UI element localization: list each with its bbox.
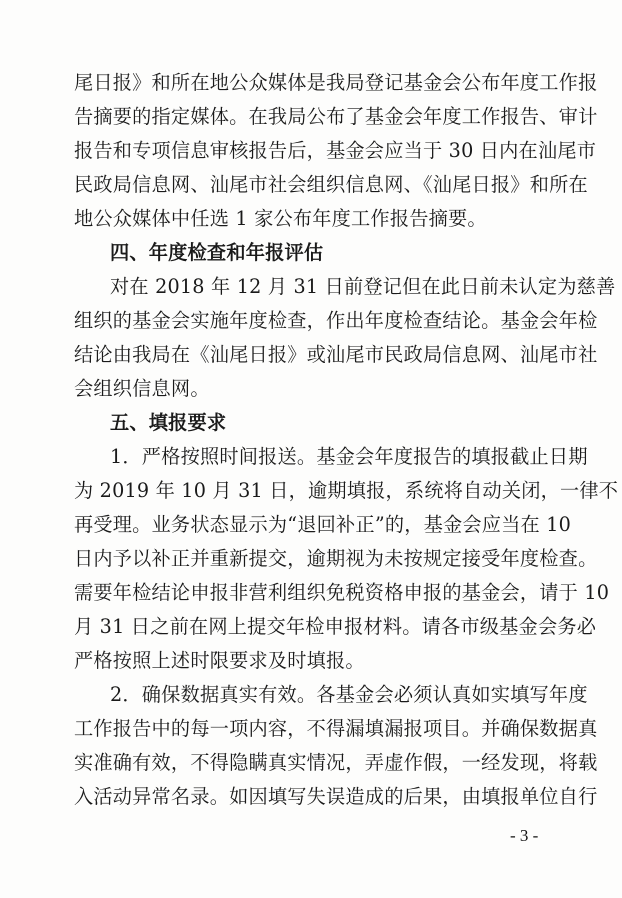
text-line: 2．确保数据真实有效。各基金会必须认真如实填写年度 (110, 683, 588, 706)
text-line: 会组织信息网。 (74, 377, 210, 400)
text-line: 报告和专项信息审核报告后，基金会应当于 30 日内在汕尾市 (74, 139, 597, 162)
text-line: 告摘要的指定媒体。在我局公布了基金会年度工作报告、审计 (74, 105, 598, 128)
text-line: 再受理。业务状态显示为“退回补正”的，基金会应当在 10 (74, 513, 572, 536)
text-line: 月 31 日之前在网上提交年检申报材料。请各市级基金会务必 (74, 615, 597, 638)
section-heading: 五、填报要求 (110, 411, 227, 434)
text-line: 为 2019 年 10 月 31 日，逾期填报，系统将自动关闭，一律不 (74, 479, 619, 502)
text-line: 结论由我局在《汕尾日报》或汕尾市民政局信息网、汕尾市社 (74, 343, 598, 366)
text-line: 实准确有效，不得隐瞒真实情况，弄虚作假，一经发现，将载 (74, 751, 598, 774)
text-line: 组织的基金会实施年度检查，作出年度检查结论。基金会年检 (74, 309, 598, 332)
text-line: 尾日报》和所在地公众媒体是我局登记基金会公布年度工作报 (74, 71, 598, 94)
text-line: 日内予以补正并重新提交，逾期视为未按规定接受年度检查。 (74, 547, 598, 570)
text-line: 需要年检结论申报非营利组织免税资格申报的基金会，请于 10 (74, 581, 610, 604)
section-heading: 四、年度检查和年报评估 (110, 241, 324, 264)
page-number: - 3 - (510, 826, 539, 845)
text-line: 对在 2018 年 12 月 31 日前登记但在此日前未认定为慈善 (110, 275, 616, 298)
text-line: 民政局信息网、汕尾市社会组织信息网、《汕尾日报》和所在 (74, 173, 588, 196)
text-line: 严格按照上述时限要求及时填报。 (74, 649, 365, 672)
text-line: 地公众媒体中任选 1 家公布年度工作报告摘要。 (74, 207, 487, 230)
text-line: 1．严格按照时间报送。基金会年度报告的填报截止日期 (110, 445, 588, 468)
text-line: 工作报告中的每一项内容，不得漏填漏报项目。并确保数据真 (74, 717, 598, 740)
text-line: 入活动异常名录。如因填写失误造成的后果，由填报单位自行 (74, 785, 598, 808)
